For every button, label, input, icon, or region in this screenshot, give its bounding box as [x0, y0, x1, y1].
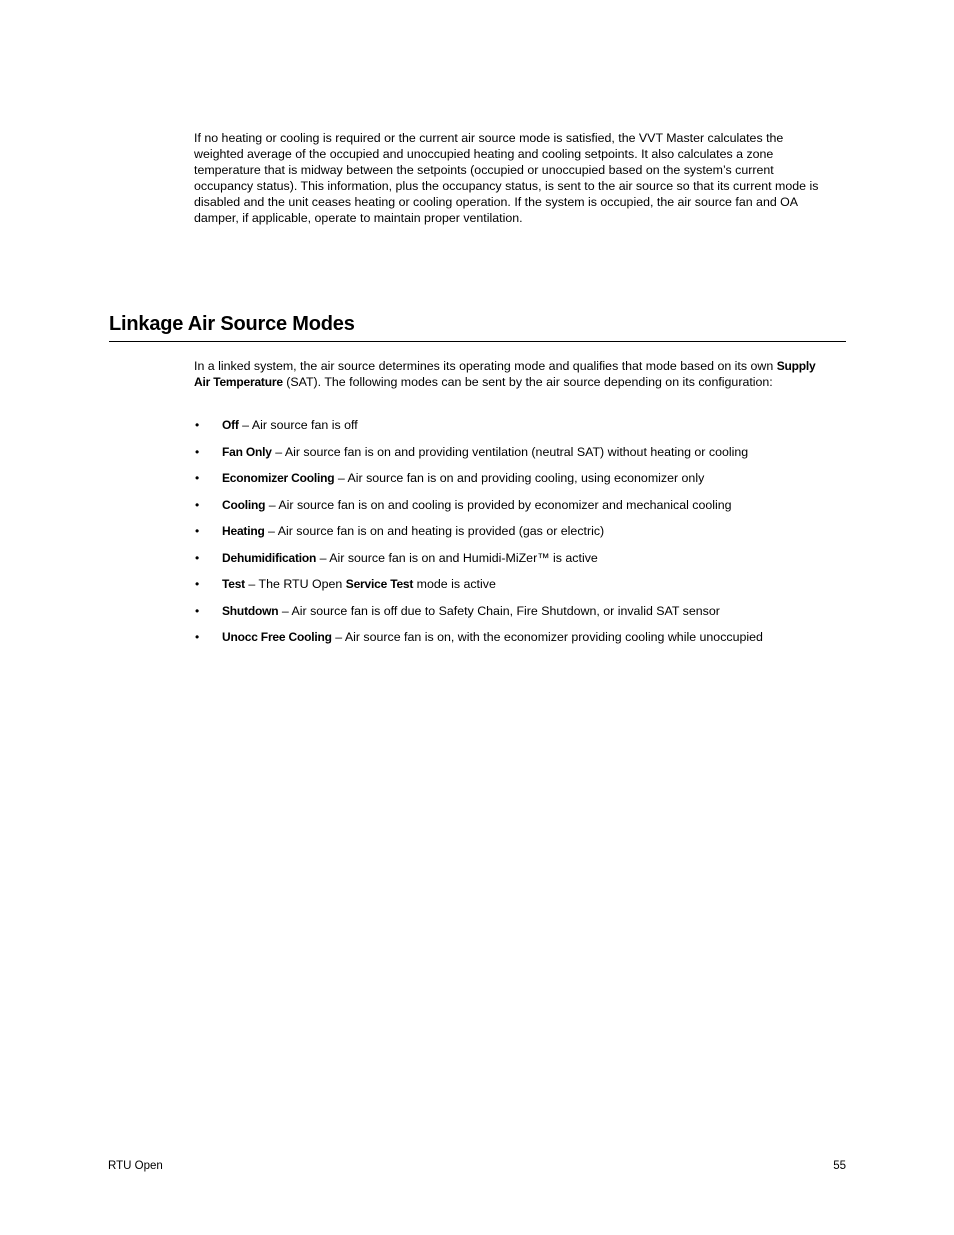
mode-description: – Air source fan is off	[238, 418, 358, 432]
mode-description: – The RTU Open	[244, 577, 346, 591]
mode-item-cooling	[194, 496, 834, 523]
mode-description: – Air source fan is on and cooling is provided by economizer and mechanical cooling	[265, 497, 732, 512]
mode-description-end: mode is active	[413, 577, 496, 591]
bullet-icon: •	[195, 497, 200, 512]
mode-description: – Air source fan is on and Humidi-MiZer™ is active	[316, 550, 598, 565]
footer-page-number: 55	[833, 1160, 846, 1172]
bullet-icon: •	[195, 630, 200, 644]
bullet-icon: •	[195, 577, 200, 591]
mode-item-off	[194, 416, 834, 443]
mode-term: Cooling	[222, 497, 266, 512]
section-heading: Linkage Air Source Modes	[109, 311, 846, 342]
mode-item-heating	[194, 522, 834, 549]
mode-item-shutdown	[194, 602, 834, 629]
mode-list	[194, 416, 834, 655]
mode-description: – Air source fan is on, with the economizer providing cooling while unoccupied	[331, 630, 763, 644]
bullet-icon: •	[195, 524, 200, 538]
mode-inline-bold: Service Test	[345, 577, 414, 591]
lead-bold-term: Supply Air Temperature	[194, 359, 816, 389]
mode-description: – Air source fan is on and heating is provided (gas or electric)	[264, 524, 605, 538]
mode-term: Heating	[222, 524, 265, 538]
mode-term: Economizer Cooling	[222, 471, 335, 485]
mode-term: Fan Only	[222, 444, 272, 459]
mode-term: Unocc Free Cooling	[222, 630, 332, 644]
mode-item-test	[194, 575, 834, 602]
intro-paragraph: If no heating or cooling is required or the current air source mode is satisfied, the VVT Master calculates the weighted average of the occupied and unoccupied heating and cooling setpoints. It also calculates a zone temperature that is midway between the setpoints (occupied or unoccupied based on the system’s current occupancy status). This information, plus the occupancy status, is sent to the air source so that its current mode is disabled and the unit ceases heating or cooling operation. If the system is occupied, the air source fan and OA damper, if applicable, operate to maintain proper ventilation.	[194, 131, 819, 225]
mode-term: Dehumidification	[222, 550, 317, 565]
mode-description: – Air source fan is on and providing ventilation (neutral SAT) without heating or cooling	[271, 444, 749, 459]
lead-text-end: (SAT). The following modes can be sent by the air source depending on its configuration:	[282, 374, 773, 389]
mode-item-economizer-cooling	[194, 469, 834, 496]
mode-term: Test	[222, 577, 245, 591]
mode-description: – Air source fan is on and providing cooling, using economizer only	[334, 471, 705, 485]
footer-document-title: RTU Open	[108, 1160, 163, 1172]
lead-text-start: In a linked system, the air source determines its operating mode and qualifies that mode based on its own	[194, 359, 777, 373]
bullet-icon: •	[195, 550, 200, 565]
bullet-icon: •	[195, 444, 200, 459]
mode-item-dehumidification	[194, 549, 834, 576]
mode-term: Off	[222, 418, 239, 432]
bullet-icon: •	[195, 603, 200, 618]
mode-description: – Air source fan is off due to Safety Chain, Fire Shutdown, or invalid SAT sensor	[278, 603, 720, 618]
bullet-icon: •	[195, 418, 200, 432]
lead-paragraph	[194, 359, 834, 391]
mode-item-unocc-free-cooling	[194, 628, 834, 655]
bullet-icon: •	[195, 471, 200, 485]
mode-item-fan-only	[194, 443, 834, 470]
mode-term: Shutdown	[222, 603, 279, 618]
